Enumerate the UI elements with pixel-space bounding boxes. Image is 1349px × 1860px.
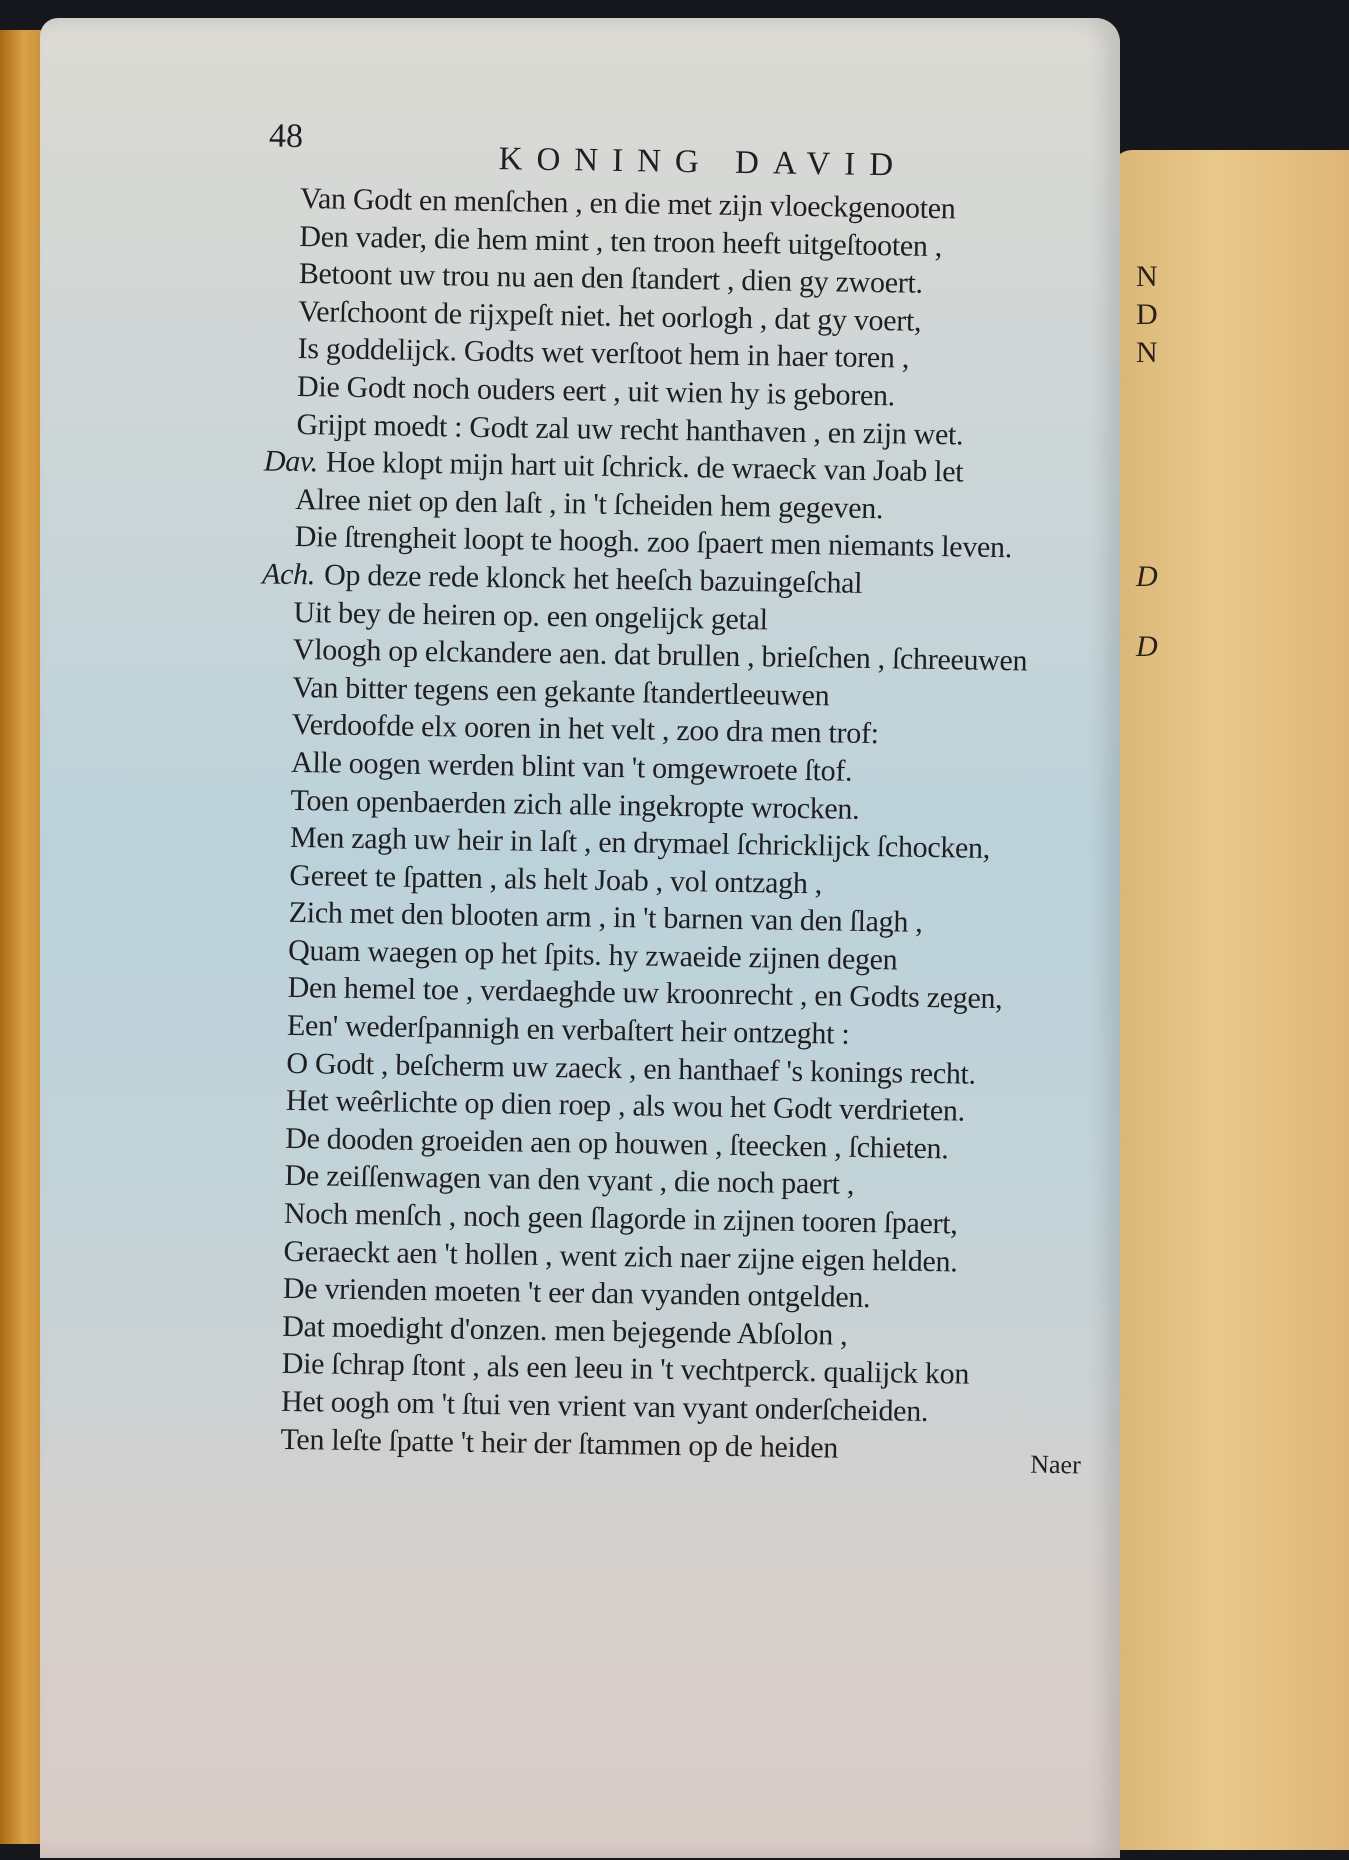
verse-line-text: Betoont uw trou nu aen den ſtandert , dien gy zwoert.	[298, 257, 923, 300]
speaker-label: Ach.	[261, 557, 316, 592]
verse-line-text: Gereet te ſpatten , als helt Joab , vol ontzagh ,	[289, 858, 823, 900]
verse-line-text: Is goddelijck. Godts wet verſtoot hem in haer toren ,	[297, 332, 910, 375]
facing-fragment: D	[1136, 630, 1158, 663]
verse-line-text: Van Godt en menſchen , en die met zijn vloeckgenooten	[299, 182, 956, 226]
verse-line-text: Op deze rede klonck het heeſch bazuingeſchal	[323, 558, 863, 600]
verse-line-text: Den vader, die hem mint , ten troon heeft uitgeſtooten ,	[299, 219, 943, 263]
verse-line-text: Een' wederſpannigh en verbaſtert heir ontzeght :	[286, 1008, 850, 1051]
facing-fragment: D	[1136, 560, 1158, 593]
verse-line-text: Verdoofde elx ooren in het velt , zoo dra men trof:	[291, 708, 879, 751]
facing-fragment: N	[1136, 260, 1158, 293]
facing-fragment: N	[1136, 336, 1158, 369]
page-number: 48	[268, 117, 304, 156]
verse-line-text: Van bitter tegens een gekante ſtandertleeuwen	[292, 670, 830, 713]
verse-line-text: Ten leſte ſpatte 't heir der ſtammen op de heiden	[280, 1422, 839, 1465]
verse-line-text: Die ſchrap ſtont , als een leeu in 't vechtperck. qualijck kon	[281, 1347, 970, 1392]
verse-line-text: Die Godt noch ouders eert , uit wien hy is geboren.	[296, 369, 896, 413]
verse-line-text: Hoe klopt mijn hart uit ſchrick. de wraeck van Joab let	[325, 445, 964, 489]
verse-line-text: Vloogh op elckandere aen. dat brullen , brieſchen , ſchreeuwen	[292, 633, 1028, 678]
verse-line-text: Die ſtrengheit loopt te hoogh. zoo ſpaert men niemants leven.	[294, 520, 1013, 565]
catchword: Naer	[1030, 1449, 1081, 1480]
verse-line-text: Geraeckt aen 't hollen , went zich naer zijne eigen helden.	[283, 1234, 958, 1279]
verse-line-text: Den hemel toe , verdaeghde uw kroonrecht , en Godts zegen,	[287, 971, 1003, 1016]
verse-line-text: Dat moedight d'onzen. men bejegende Abſolon ,	[282, 1309, 848, 1352]
facing-fragment: D	[1136, 298, 1158, 331]
verse-line-text: De dooden groeiden aen op houwen , ſteecken , ſchieten.	[285, 1121, 949, 1166]
verse-line-text: De vrienden moeten 't eer dan vyanden ontgelden.	[282, 1272, 871, 1315]
verse-line-text: Alle oogen werden blint van 't omgewroete ſtof.	[290, 745, 853, 788]
verse-line-text: Het oogh om 't ſtui ven vrient van vyant onderſcheiden.	[280, 1384, 929, 1429]
verse-text	[261, 180, 1034, 1470]
verse-line-text: O Godt , beſcherm uw zaeck , en hanthaef 's konings recht.	[286, 1046, 977, 1091]
verse-line-text: Noch menſch , noch geen ſlagorde in zijnen tooren ſpaert,	[283, 1196, 958, 1241]
verse-line-text: Het weêrlichte op dien roep , als wou het Godt verdrieten.	[285, 1084, 966, 1128]
running-head: KONING DAVID	[498, 141, 908, 184]
verse-line-text: Verſchoont de rijxpeſt niet. het oorlogh , dat gy voert,	[297, 294, 922, 338]
verse-line-text: Uit bey de heiren op. een ongelijck getal	[293, 595, 768, 636]
verse-line-text: Men zagh uw heir in laſt , en drymael ſchricklijck ſchocken,	[289, 821, 991, 866]
verse-line-text: Grijpt moedt : Godt zal uw recht hanthaven , en zijn wet.	[296, 407, 964, 452]
speaker-label: Dav.	[263, 444, 319, 479]
verse-line-text: Quam waegen op het ſpits. hy zwaeide zijnen degen	[287, 933, 898, 977]
verse-line-text: Toen openbaerden zich alle ingekropte wrocken.	[290, 783, 860, 826]
verse-line-text: De zeiſſenwagen van den vyant , die noch paert ,	[284, 1159, 855, 1202]
verse-line-text: Zich met den blooten arm , in 't barnen van den ſlagh ,	[288, 896, 923, 940]
verse-line-text: Alree niet op den laſt , in 't ſcheiden hem gegeven.	[295, 482, 884, 525]
